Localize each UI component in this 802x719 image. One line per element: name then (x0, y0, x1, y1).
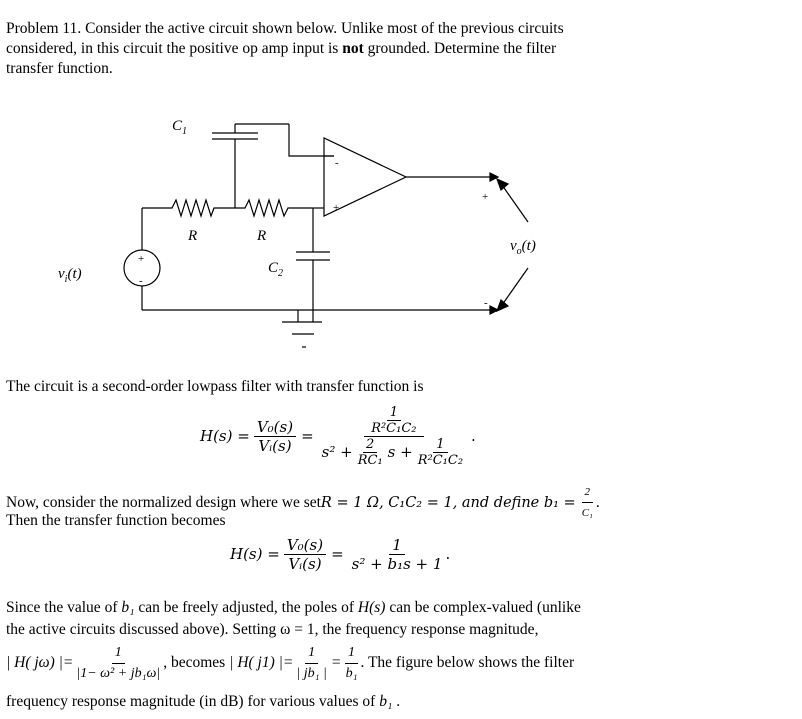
mag-lhs: | H( jω) |= (6, 654, 74, 671)
mag1-num2: 1 (345, 643, 358, 664)
magnitude-line (6, 640, 574, 686)
transfer-function-equation (200, 396, 476, 476)
resistor-r2 (235, 200, 313, 216)
r2-label: R (257, 228, 267, 244)
problem-statement (6, 19, 796, 79)
eq1-ratio-den: Vᵢ(s) (258, 436, 292, 455)
eq1-main-num (364, 405, 423, 437)
normalized-design-line: Now, consider the normalized design where we set R = 1 Ω, C₁C₂ = 1, and define b₁ = $\frac{2}{\text{C₁}}$ . (6, 482, 600, 523)
eq1-lhs: H(s) = (200, 427, 250, 445)
eq1-mid-den: RC₁ (357, 452, 383, 468)
eq1-period: . (471, 427, 476, 445)
problem-line-2: considered, in this circuit the positive op amp input is not grounded. Determine the filter (6, 40, 557, 57)
eq2-equals: = (331, 545, 344, 563)
eq1-mid-num: 2 (363, 437, 377, 453)
vi-label: $v_i(t)$ (58, 266, 82, 285)
eq1-ratio-num: V₀(s) (254, 418, 296, 437)
mag1-den2: b₁ (345, 665, 358, 681)
problem-line-1: Problem 11. Consider the active circuit shown below. Unlike most of the previous circuits (6, 20, 564, 37)
output-plus-sign: + (482, 191, 489, 203)
vo-arrow-top-line (502, 185, 528, 222)
becomes-text: , becomes (163, 654, 226, 671)
output-minus-sign: - (484, 297, 488, 309)
mag-num: 1 (112, 643, 125, 664)
r1-label: R (188, 228, 198, 244)
mag1-lhs: | H( j1) |= (229, 654, 294, 671)
resistor-r1 (142, 200, 235, 216)
eq2-den: s² + b₁s + 1 (351, 554, 443, 573)
normalized-transfer-function (230, 530, 450, 578)
mag-den: |1− ω² + jb₁ω| (76, 665, 161, 681)
mag1-num1: 1 (305, 643, 318, 664)
eq2-ratio (284, 536, 326, 573)
b1-definition-fraction (579, 482, 596, 523)
since-line-1: Since the value of b₁ can be freely adjusted, the poles of H(s) can be complex-valued (unlike (6, 599, 581, 616)
hs-symbol: H(s) (357, 599, 386, 616)
eq1-s2: s² + (321, 443, 353, 461)
vo-arrow-bottom-line (502, 268, 528, 305)
eq1-top-num: 1 (387, 405, 401, 421)
eq1-last-frac (415, 437, 466, 468)
since-line-2: the active circuits discussed above). Setting ω = 1, the frequency response magnitude, (6, 621, 539, 638)
eq2-num: 1 (389, 536, 405, 555)
source-plus-sign: + (138, 253, 145, 265)
circuit-diagram (0, 110, 802, 360)
b1-period: . (595, 493, 600, 511)
eq1-top-den: R²C₁C₂ (371, 420, 417, 436)
c1-label: $C_1$ (172, 118, 188, 137)
intro-line: The circuit is a second-order lowpass filter with transfer function is (6, 378, 424, 395)
figure-below-text: . The figure below shows the filter (360, 654, 575, 671)
eq2-ratio-num: V₀(s) (284, 536, 326, 555)
bottom-rail-arrowhead (490, 306, 498, 314)
last-line: frequency response magnitude (in dB) for various values of b₁ . (6, 693, 401, 710)
problem-line-3: transfer function. (6, 60, 113, 77)
eq2-period: . (445, 545, 451, 563)
eq1-ratio (254, 418, 296, 455)
mag1-den1: | jb₁ | (296, 665, 327, 681)
mag-fraction (73, 643, 163, 684)
eq1-top-frac (368, 405, 419, 436)
opamp-plus-sign: + (333, 202, 340, 214)
eq1-last-num: 1 (433, 437, 447, 453)
eq1-main-den (319, 437, 469, 468)
vo-arrowhead-bottom (497, 300, 508, 311)
c2-label: $C_2$ (268, 260, 284, 279)
b1-frac-num: 2 (582, 482, 594, 503)
emphasis-not: not (342, 40, 364, 57)
eq2-lhs: H(s) = (230, 545, 280, 563)
opamp-minus-sign: - (335, 157, 339, 169)
mag1-fraction-1 (293, 643, 329, 684)
eq2-ratio-den: Vᵢ(s) (288, 554, 322, 573)
b1-frac-den: C₁ (581, 507, 593, 519)
mag1-fraction-2 (343, 643, 361, 684)
last-b1-symbol: b₁ (379, 693, 393, 710)
eq1-last-den: R²C₁C₂ (417, 452, 464, 468)
vo-arrowhead-top (497, 179, 508, 190)
eq2-fraction (349, 536, 446, 573)
then-line: Then the transfer function becomes (6, 512, 226, 529)
b1-symbol: b₁ (121, 599, 135, 616)
source-minus-sign: - (139, 275, 143, 287)
eq1-mid-frac (355, 437, 386, 468)
eq1-equals: = (301, 427, 314, 445)
eq1-main-fraction (319, 405, 469, 468)
normalized-values: R = 1 Ω, C₁C₂ = 1, and define b₁ = (320, 494, 576, 511)
mag1-equals: = (331, 654, 341, 671)
eq1-s-plus: s + (387, 443, 413, 461)
vo-label: $v_o(t)$ (510, 238, 536, 257)
